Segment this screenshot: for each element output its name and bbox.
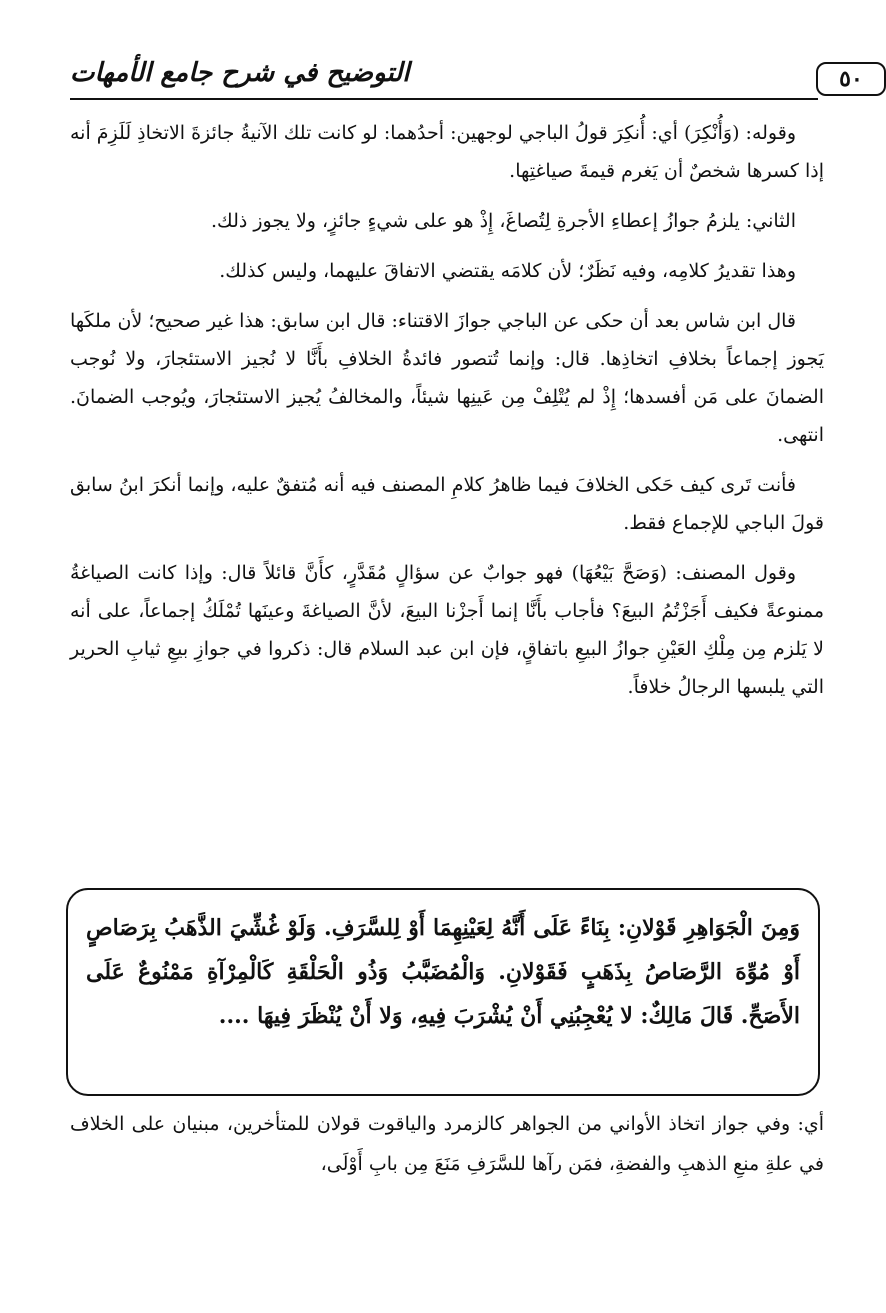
paragraph: فأنت تَرى كيف حَكى الخلافَ فيما ظاهرُ كلامِ المصنف فيه أنه مُتفقٌ عليه، وإنما أنكرَ ابنُ سابق قولَ الباجي للإجماع فقط. xyxy=(70,474,824,534)
book-title: التوضيح في شرح جامع الأمهات xyxy=(70,58,410,88)
paragraph: الثاني: يلزمُ جوازُ إعطاءِ الأجرةِ لِتُصاغَ، إِذْ هو على شيءٍ جائزٍ، ولا يجوز ذلك. xyxy=(211,210,796,232)
paragraph: وهذا تقديرُ كلامِه، وفيه نَظَرٌ؛ لأن كلامَه يقتضي الاتفاقَ عليهما، وليس كذلك. xyxy=(219,260,796,282)
matn-text-box: وَمِنَ الْجَوَاهِرِ قَوْلانِ: بِنَاءً عَلَى أَنَّهُ لِعَيْنِهِمَا أَوْ لِلسَّرَفِ. وَلَوْ غُشِّيَ الذَّهَبُ بِرَصَاصٍ أَوْ مُوِّهَ الرَّصَاصُ بِذَهَبٍ فَقَوْلانِ. وَالْمُضَبَّبُ وَذُو الْحَلْقَةِ كَالْمِرْآةِ مَمْنُوعٌ عَلَى الأَصَحِّ. قَالَ مَالِكٌ: لا يُعْجِبُنِي أَنْ يُشْرَبَ فِيهِ، وَلا أَنْ يُنْظَرَ فِيهَا .... xyxy=(66,888,820,1096)
header-divider xyxy=(70,98,818,100)
commentary-text xyxy=(70,114,824,718)
paragraph: أي: وفي جواز اتخاذ الأواني من الجواهر كالزمرد والياقوت قولان للمتأخرين، مبنيان على الخلاف في علةِ منعِ الذهبِ والفضةِ، فمَن رآها للسَّرَفِ مَنَعَ مِن بابِ أَوْلَى، xyxy=(70,1113,824,1175)
paragraph: وقوله: (وَأُنْكِرَ) أي: أُنكِرَ قولُ الباجي لوجهين: أحدُهما: لو كانت تلك الآنيةُ جائزةَ الاتخاذِ لَلَزِمَ أنه إذا كسرها شخصٌ أن يَغرم قيمةَ صياغتِها. xyxy=(69,122,824,182)
page-number: ٥٠ xyxy=(816,62,886,96)
page-header xyxy=(70,50,863,98)
paragraph: قال ابن شاس بعد أن حكى عن الباجي جوازَ الاقتناء: قال ابن سابق: هذا غير صحيح؛ لأن ملكَها يَجوز إجماعاً بخلافِ اتخاذِها. قال: وإنما تُتصور فائدةُ الخلافِ بأَنَّا لا نُجيز الاستئجارَ، ولا نُوجب الضمانَ على مَن أفسدها؛ إِذْ لم يُتْلِفْ مِن عَينِها شيئاً، والمخالفُ يُجيز الاستئجارَ، ويُوجب الضمانَ. انتهى. xyxy=(70,310,824,446)
commentary-continuation xyxy=(70,1104,824,1184)
paragraph: وقول المصنف: (وَصَحَّ بَيْعُهَا) فهو جوابٌ عن سؤالٍ مُقَدَّرٍ، كأَنَّ قائلاً قال: وإذا كانت الصياغةُ ممنوعةً فكيف أَجَزْتُمُ البيعَ؟ فأجاب بأَنَّا إنما أَجزْنا البيعَ، لأنَّ الصياغةَ وعينَها تُمْلَكُ إجماعاً، على أنه لا يَلزم مِن مِلْكِ العَيْنِ جوازُ البيعِ باتفاقٍ، فإن ابن عبد السلام قال: ذكروا في جوازِ بيعِ ثيابِ الحرير التي يلبسها الرجالُ خلافاً. xyxy=(70,562,824,698)
